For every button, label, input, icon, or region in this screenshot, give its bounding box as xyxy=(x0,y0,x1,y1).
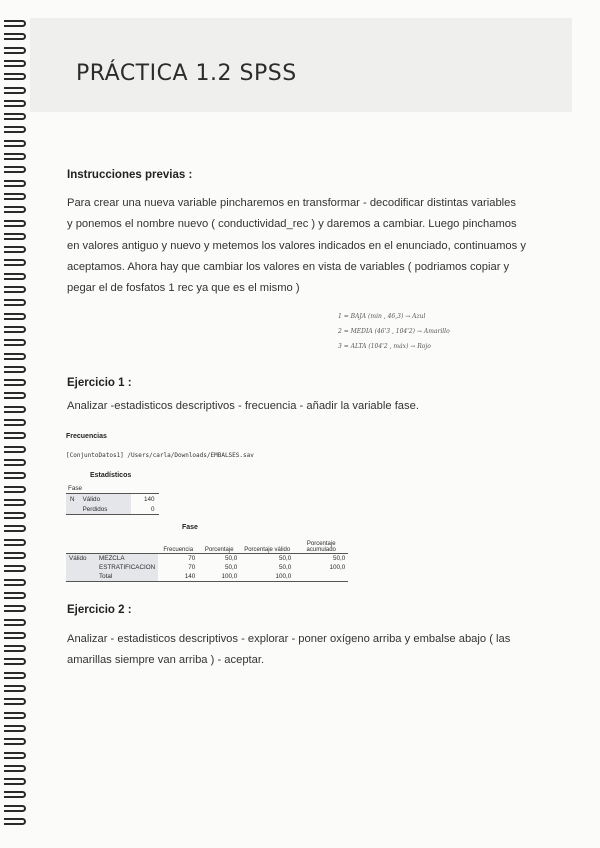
cell-frecuencia: 70 xyxy=(188,554,196,562)
handwritten-line: 2 = MEDIA (46'3 , 104'2) → Amarillo xyxy=(338,328,450,335)
row-label: ESTRATIFICACION xyxy=(96,563,158,572)
spiral-ring xyxy=(4,725,26,732)
row-label: Total xyxy=(96,572,158,582)
spiral-ring xyxy=(4,193,26,200)
ejercicio2-paragraph xyxy=(67,629,537,672)
stats-cell: Perdidos xyxy=(79,504,131,515)
spiral-ring xyxy=(4,100,26,107)
spiral-ring xyxy=(4,525,26,532)
spiral-ring xyxy=(4,113,26,120)
spiral-ring xyxy=(4,432,26,439)
cell-porcentaje-acumulado xyxy=(294,572,348,582)
spiral-ring xyxy=(4,379,26,386)
spiral-ring xyxy=(4,47,26,54)
spiral-ring xyxy=(4,339,26,346)
spiral-ring xyxy=(4,592,26,599)
page-title: PRÁCTICA 1.2 SPSS xyxy=(76,61,297,86)
paragraph-line: en valores antiguo y nuevo y metemos los valores indicados en el enunciado, continuamos y xyxy=(67,239,526,252)
spiral-ring xyxy=(4,499,26,506)
spiral-ring xyxy=(4,220,26,227)
row-group xyxy=(66,563,96,572)
spiral-ring xyxy=(4,180,26,187)
spiral-ring xyxy=(4,752,26,759)
handwritten-line: 1 = BAJA (min , 46,3) → Azul xyxy=(338,313,426,320)
paragraph-line: y ponemos el nombre nuevo ( conductividad_rec ) y daremos a cambiar. Luego pinchamos xyxy=(67,218,517,231)
spiral-ring xyxy=(4,605,26,612)
spiral-ring xyxy=(4,738,26,745)
spiral-ring xyxy=(4,87,26,94)
spiral-ring xyxy=(4,206,26,213)
cell-porcentaje-valido: 50,0 xyxy=(278,554,292,562)
spiral-ring xyxy=(4,645,26,652)
cell-porcentaje-valido: 50,0 xyxy=(278,563,292,571)
stats-cell: Válido xyxy=(79,494,131,505)
spiral-ring xyxy=(4,406,26,413)
paragraph-line: amarillas siempre van arriba ) - aceptar. xyxy=(67,654,265,667)
cell-porcentaje-valido: 100,0 xyxy=(275,572,292,580)
spiral-ring xyxy=(4,512,26,519)
estadisticos-title: Estadísticos xyxy=(90,472,132,479)
spiral-ring xyxy=(4,140,26,147)
col-header: Porcentaje xyxy=(204,546,234,553)
spiral-ring xyxy=(4,392,26,399)
spiral-ring xyxy=(4,698,26,705)
spiral-ring xyxy=(4,619,26,626)
stats-value: 140 xyxy=(144,495,155,503)
spiral-ring xyxy=(4,778,26,785)
cell-porcentaje-acumulado: 100,0 xyxy=(329,563,346,571)
row-label: MEZCLA xyxy=(96,553,158,563)
ejercicio2-heading: Ejercicio 2 : xyxy=(67,604,132,616)
paragraph-line: Para crear una nueva variable pincharemos en transformar - decodificar distintas variables xyxy=(67,197,516,209)
paragraph-line: aceptamos. Ahora hay que cambiar los valores en vista de variables ( podriamos copiar y xyxy=(67,260,510,273)
handwritten-note xyxy=(338,309,450,354)
spiral-ring xyxy=(4,273,26,280)
ejercicio1-heading: Ejercicio 1 : xyxy=(67,377,132,389)
spiral-ring xyxy=(4,366,26,373)
spiral-ring xyxy=(4,246,26,253)
spiral-ring xyxy=(4,126,26,133)
cell-frecuencia: 70 xyxy=(188,563,196,571)
estadisticos-table xyxy=(66,483,159,515)
spiral-ring xyxy=(4,818,26,825)
cell-porcentaje: 50,0 xyxy=(224,554,238,562)
row-group xyxy=(66,572,96,582)
cell-porcentaje: 50,0 xyxy=(224,563,238,571)
stats-cell xyxy=(66,504,79,515)
spiral-ring xyxy=(4,658,26,665)
spiral-ring xyxy=(4,579,26,586)
stats-value: 0 xyxy=(151,505,155,513)
spss-dataset-path: [ConjuntoDatos1] /Users/carla/Downloads/EMBALSES.sav xyxy=(66,452,254,459)
instrucciones-heading: Instrucciones previas : xyxy=(67,169,193,181)
spss-frecuencias-label: Frecuencias xyxy=(66,433,107,440)
spiral-ring xyxy=(4,446,26,453)
spiral-ring xyxy=(4,33,26,40)
spiral-ring xyxy=(4,299,26,306)
spiral-ring xyxy=(4,672,26,679)
spiral-ring xyxy=(4,486,26,493)
spiral-ring xyxy=(4,632,26,639)
spiral-ring xyxy=(4,20,26,27)
col-header: Frecuencia xyxy=(163,546,194,553)
handwritten-line: 3 = ALTA (104'2 , máx) → Rojo xyxy=(338,343,431,350)
col-header: Porcentaje válido xyxy=(244,546,291,553)
spiral-ring xyxy=(4,791,26,798)
col-header: Porcentaje acumulado xyxy=(306,540,336,553)
fase-frequency-table xyxy=(66,533,348,582)
spiral-ring xyxy=(4,765,26,772)
spiral-ring xyxy=(4,459,26,466)
spiral-ring xyxy=(4,153,26,160)
spiral-ring xyxy=(4,73,26,80)
row-group: Válido xyxy=(66,553,96,563)
spiral-ring xyxy=(4,326,26,333)
fase-table-title: Fase xyxy=(182,524,198,531)
spiral-ring xyxy=(4,552,26,559)
spiral-ring xyxy=(4,805,26,812)
spiral-ring xyxy=(4,286,26,293)
spiral-ring xyxy=(4,353,26,360)
spiral-ring xyxy=(4,313,26,320)
spiral-ring xyxy=(4,60,26,67)
stats-cell: N xyxy=(66,494,79,505)
spiral-ring xyxy=(4,259,26,266)
spiral-ring xyxy=(4,233,26,240)
cell-porcentaje-acumulado: 50,0 xyxy=(332,554,346,562)
spiral-ring xyxy=(4,419,26,426)
spiral-ring xyxy=(4,565,26,572)
ejercicio1-text: Analizar -estadisticos descriptivos - frecuencia - añadir la variable fase. xyxy=(67,400,419,412)
instrucciones-paragraph xyxy=(67,193,537,299)
spiral-ring xyxy=(4,472,26,479)
spiral-ring xyxy=(4,685,26,692)
paragraph-line: pegar el de fosfatos 1 rec ya que es el mismo ) xyxy=(67,282,300,295)
cell-frecuencia: 140 xyxy=(184,572,196,580)
spiral-ring xyxy=(4,539,26,546)
stats-var: Fase xyxy=(68,484,82,492)
cell-porcentaje: 100,0 xyxy=(221,572,238,580)
spiral-ring xyxy=(4,166,26,173)
spiral-ring xyxy=(4,712,26,719)
paragraph-line: Analizar - estadisticos descriptivos - explorar - poner oxígeno arriba y embalse abajo ( las xyxy=(67,633,511,645)
spiral-binding xyxy=(0,20,30,830)
